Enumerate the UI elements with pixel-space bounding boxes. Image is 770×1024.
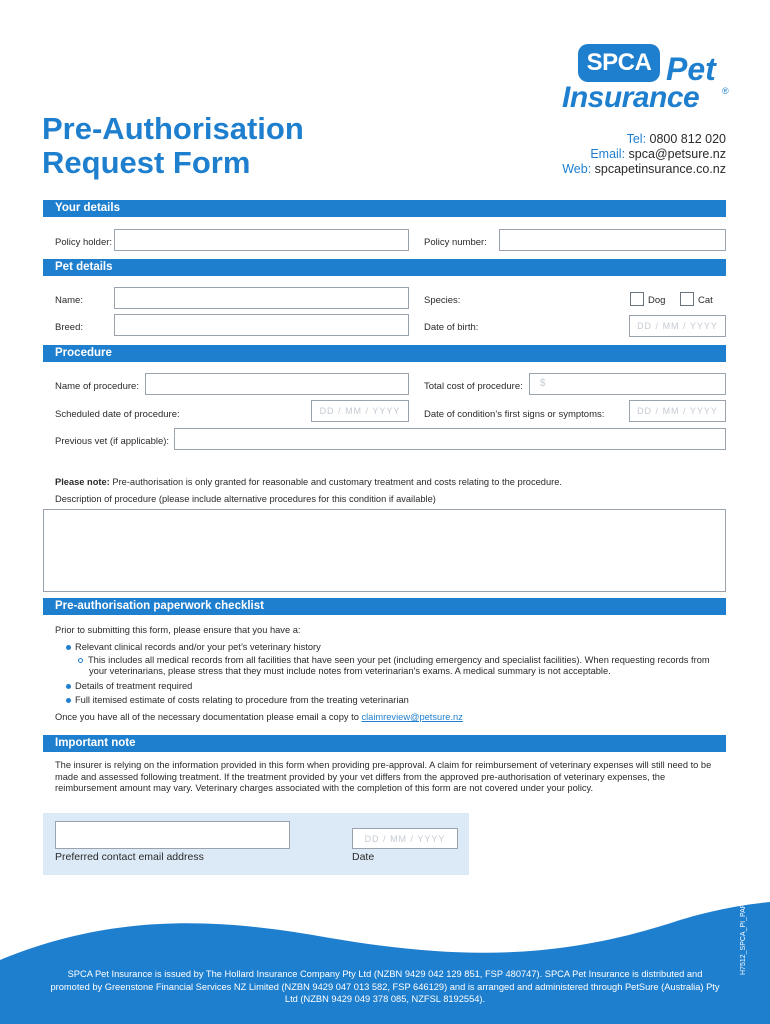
total-cost-label: Total cost of procedure: [424, 381, 523, 392]
dog-label: Dog [648, 295, 666, 306]
checklist-subitem-line1: This includes all medical records from all facilities that have seen your pet (including emergency and specialist facilities). When requesting records from [88, 655, 710, 665]
previous-vet-label: Previous vet (if applicable): [55, 436, 170, 447]
preferred-email-input[interactable] [55, 821, 290, 849]
cat-label: Cat [698, 295, 713, 306]
section-your-details: Your details [43, 200, 726, 217]
policy-holder-label: Policy holder: [55, 237, 113, 248]
breed-input[interactable] [114, 314, 409, 336]
sub-bullet-icon [78, 658, 83, 663]
dob-input[interactable]: DD / MM / YYYY [629, 315, 726, 337]
web-label: Web: [562, 162, 592, 176]
policy-number-label: Policy number: [424, 237, 487, 248]
checklist-item-estimate-text: Full itemised estimate of costs relating to procedure from the treating veterinarian [75, 695, 409, 705]
section-pet-details: Pet details [43, 259, 726, 276]
contact-block [562, 132, 726, 177]
scheduled-date-input[interactable]: DD / MM / YYYY [311, 400, 409, 422]
bullet-icon [66, 698, 71, 703]
logo-pet-text: Pet [666, 51, 716, 87]
checklist-item-estimate [66, 695, 409, 707]
please-note [55, 477, 735, 489]
important-note-text: The insurer is relying on the information provided in this form when providing pre-approval. A claim for reimbursement of veterinary expenses will still need to be made and assessed following treatment. If the treatment provided by your vet differs from the approved pre-authorisation of veterinary expenses, the reimbursement amount may vary. Veterinary charges associated with the completion of this form are not covered under your policy. [55, 760, 712, 793]
description-textarea[interactable] [43, 509, 726, 592]
claim-review-email-link[interactable]: claimreview@petsure.nz [361, 712, 463, 722]
total-cost-input[interactable]: $ [529, 373, 726, 395]
registered-mark: ® [722, 86, 729, 96]
preferred-email-label: Preferred contact email address [55, 851, 204, 863]
please-note-label: Please note: [55, 477, 110, 487]
email-label: Email: [590, 147, 626, 161]
section-checklist: Pre-authorisation paperwork checklist [43, 598, 726, 615]
checklist-subitem-line2: your veterinarians, please stress that they must include notes from veterinarian’s exams. A medical summary is not acceptable. [89, 666, 611, 676]
pet-name-label: Name: [55, 295, 83, 306]
condition-date-input[interactable]: DD / MM / YYYY [629, 400, 726, 422]
email-value: spca@petsure.nz [628, 147, 726, 161]
policy-holder-input[interactable] [114, 229, 409, 251]
section-procedure: Procedure [43, 345, 726, 362]
previous-vet-input[interactable] [174, 428, 726, 450]
please-note-text: Pre-authorisation is only granted for reasonable and customary treatment and costs relating to the procedure. [109, 477, 562, 487]
cat-checkbox[interactable] [680, 292, 694, 306]
spca-logo-badge: SPCA [578, 44, 660, 82]
checklist-item-treatment [66, 681, 192, 693]
condition-date-label: Date of condition’s first signs or symptoms: [424, 409, 605, 420]
procedure-name-label: Name of procedure: [55, 381, 139, 392]
web-value: spcapetinsurance.co.nz [594, 162, 726, 176]
bullet-icon [66, 645, 71, 650]
logo-insurance-text: Insurance [562, 81, 700, 114]
title-line-2: Request Form [42, 145, 251, 180]
tel-label: Tel: [626, 132, 647, 146]
page-title [42, 112, 462, 180]
dob-label: Date of birth: [424, 322, 479, 333]
pet-name-input[interactable] [114, 287, 409, 309]
bullet-icon [66, 684, 71, 689]
checklist-intro: Prior to submitting this form, please ensure that you have a: [55, 625, 301, 635]
checklist-item-clinical [66, 642, 321, 654]
breed-label: Breed: [55, 322, 83, 333]
checklist-item-clinical-text: Relevant clinical records and/or your pet’s veterinary history [75, 642, 321, 652]
sign-date-label: Date [352, 851, 375, 863]
form-code: H7512_SPCA_PI_PAF_11/22 [740, 883, 747, 975]
footer-legal-text: SPCA Pet Insurance is issued by The Hollard Insurance Company Pty Ltd (NZBN 9429 042 129 851, FSP 480747). SPCA Pet Insurance is distributed and promoted by Greenstone Financial Services NZ Limited (NZBN 9429 047 013 582, FSP 646129) and is arranged and administered through PetSure (Australia) Pty Ltd (NZBN 9429 049 378 085, NZFSL 8192554). [50, 969, 720, 1004]
species-label: Species: [424, 295, 461, 306]
scheduled-date-label: Scheduled date of procedure: [55, 409, 180, 420]
procedure-name-input[interactable] [145, 373, 409, 395]
checklist-outro-text: Once you have all of the necessary documentation please email a copy to [55, 712, 362, 722]
tel-value: 0800 812 020 [649, 132, 726, 146]
checklist-subitem [78, 655, 738, 667]
policy-number-input[interactable] [499, 229, 726, 251]
checklist-outro [55, 712, 463, 724]
section-important-note: Important note [43, 735, 726, 752]
checklist-item-treatment-text: Details of treatment required [75, 681, 193, 691]
description-label: Description of procedure (please include alternative procedures for this condition if available) [55, 494, 436, 504]
dog-checkbox[interactable] [630, 292, 644, 306]
title-line-1: Pre-Authorisation [42, 111, 304, 146]
sign-date-input[interactable]: DD / MM / YYYY [352, 828, 458, 849]
